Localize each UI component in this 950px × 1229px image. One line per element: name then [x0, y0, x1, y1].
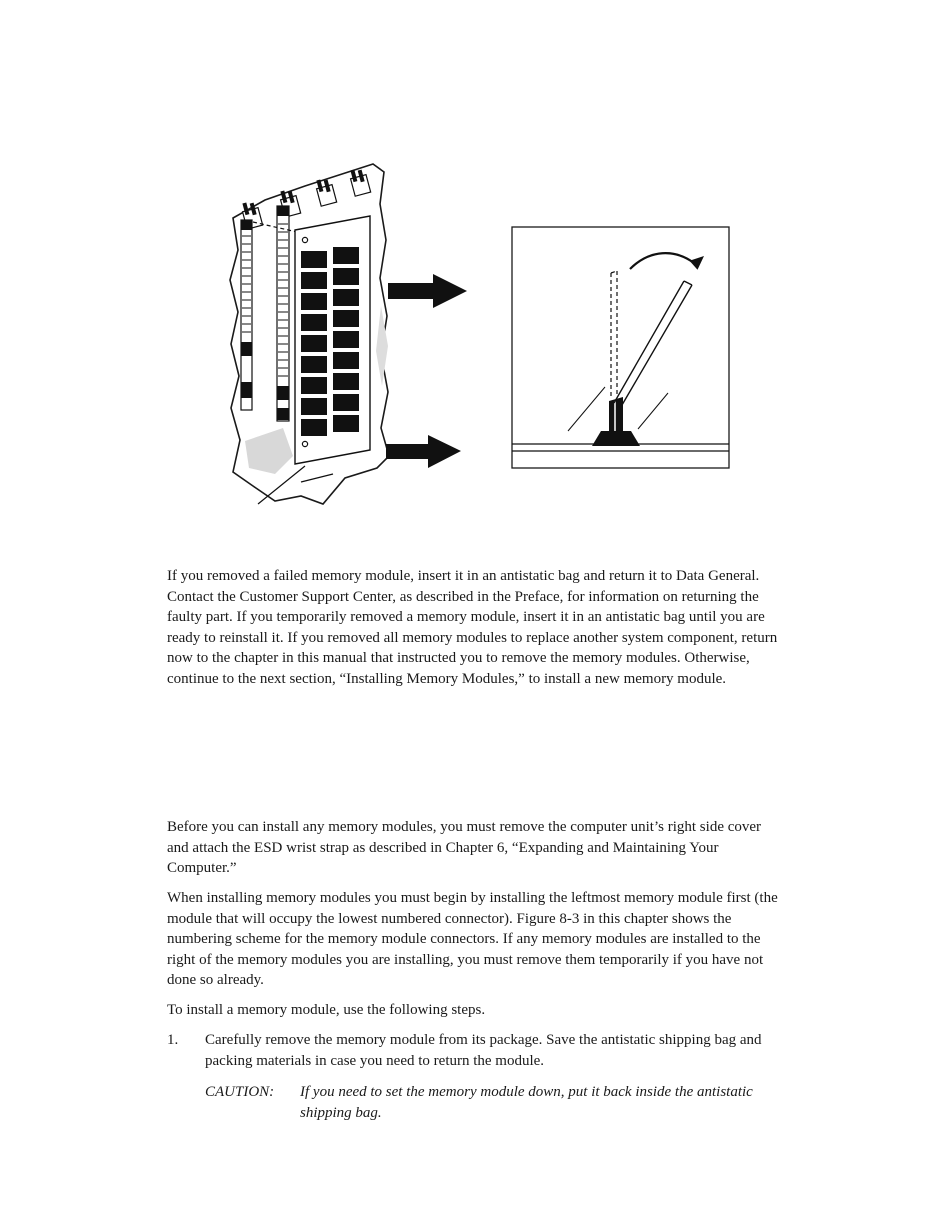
figure-memory-board-removal: [205, 156, 480, 511]
step-number: 1.: [167, 1032, 179, 1048]
simm-memory-chip-board: [295, 216, 370, 464]
figure-module-tilt-diagram: [510, 225, 732, 471]
body-text: [167, 566, 783, 1146]
step-text: Carefully remove the memory module from its package. Save the antistatic shipping bag and packing materials in case you need to return the module.: [205, 1032, 762, 1069]
mounting-hole-icon: [302, 441, 307, 446]
paragraph-before-install: Before you can install any memory modules, you must remove the computer unit’s right side cover and attach the ESD wrist strap as described in Chapter 6, “Expanding and Maintaining Your Computer.”: [167, 819, 762, 877]
right-arrow-icon: [388, 274, 467, 308]
mounting-hole-icon: [302, 237, 307, 242]
memory-module-tilt-insertion-diagram: [510, 225, 732, 471]
memory-module-removal-illustration: [205, 156, 480, 511]
paragraph-steps-intro: To install a memory module, use the following steps.: [167, 1002, 486, 1018]
simm-edge-connector-strip: [241, 220, 252, 410]
caution-label: CAUTION:: [205, 1084, 275, 1100]
simm-edge-connector-strip: [277, 206, 289, 421]
step-1: [167, 1030, 783, 1071]
memory-chip-column: [301, 251, 327, 436]
paragraph-install-order: When installing memory modules you must begin by installing the leftmost memory module first (the module that will occupy the lowest numbered connector). Figure 8-3 in this chapter shows the numbering scheme for the memory module connectors. If any memory modules are installed to the right of the memory modules you are installing, you must remove them temporarily if you have not done so already.: [167, 890, 778, 989]
caution-text: If you need to set the memory module down, put it back inside the antistatic shipping bag.: [300, 1084, 753, 1121]
right-arrow-icon: [386, 435, 461, 468]
paragraph-removal-instructions: If you removed a failed memory module, insert it in an antistatic bag and return it to Data General. Contact the Customer Support Center, as described in the Preface, for information on returning the faulty part. If you temporarily removed a memory module, insert it in an antistatic bag until you are ready to reinstall it. If you removed all memory modules to replace another system component, return now to the chapter in this manual that instructed you to remove the memory modules. Otherwise, continue to the next section, “Installing Memory Modules,” to install a new memory module.: [167, 568, 778, 687]
memory-chip-column: [333, 247, 359, 432]
caution-note: [167, 1082, 783, 1123]
